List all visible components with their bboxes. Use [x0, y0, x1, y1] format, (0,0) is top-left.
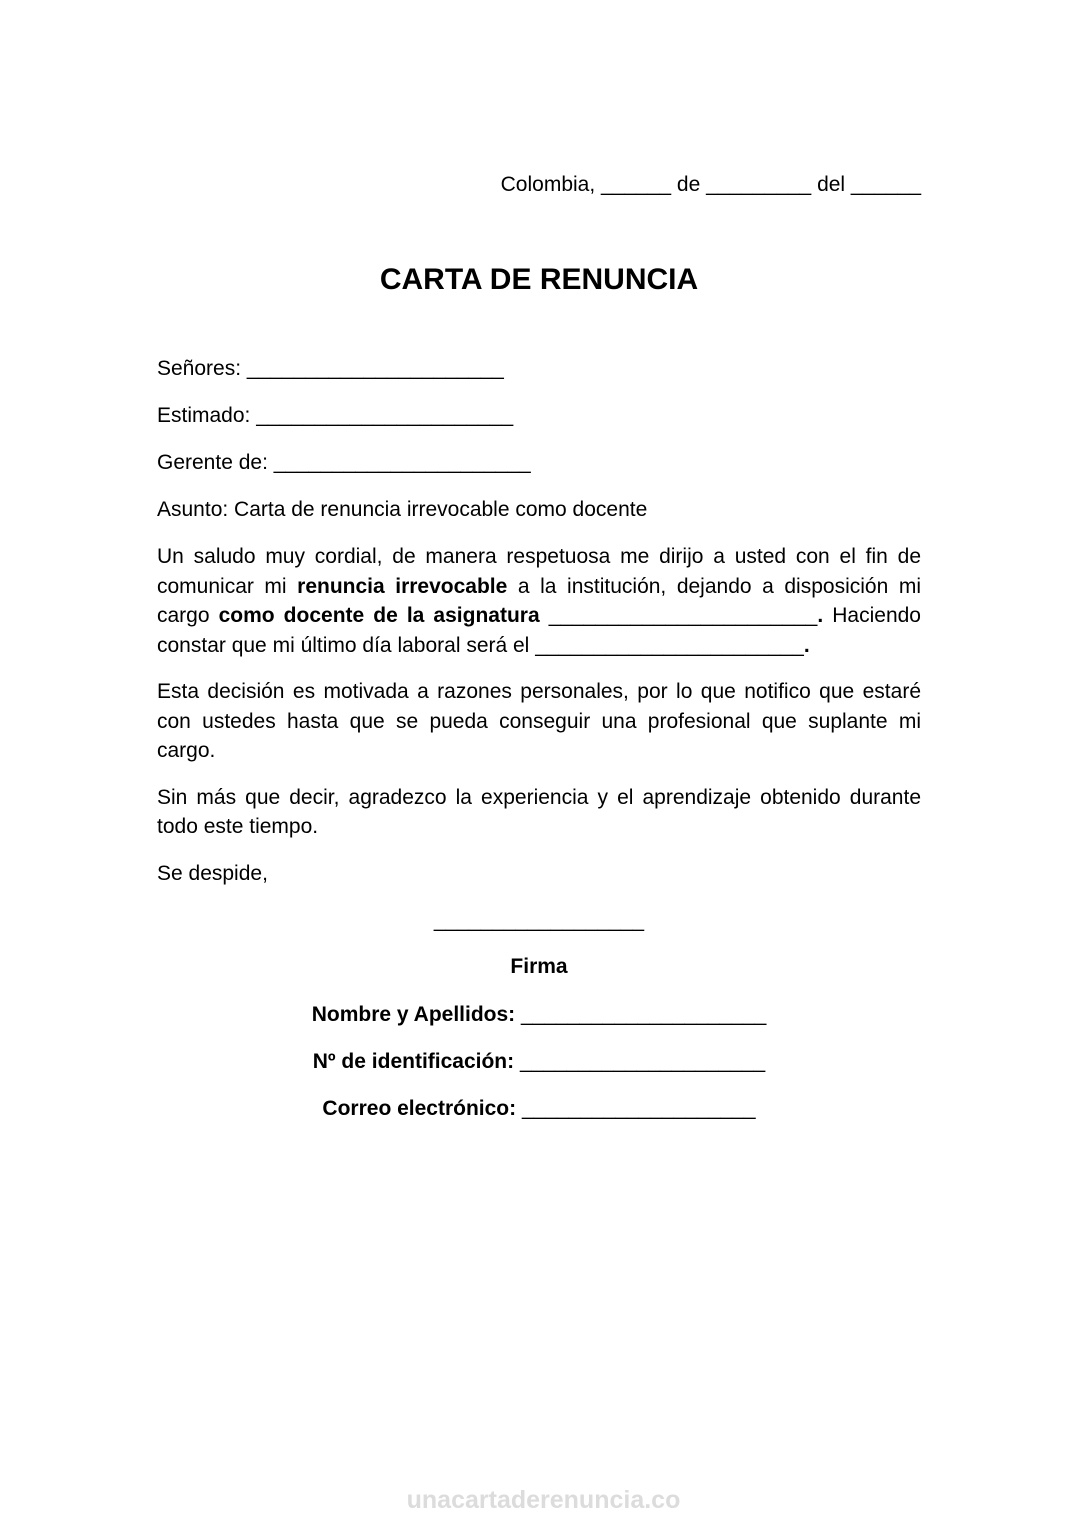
bold-period: .: [803, 633, 810, 657]
signature-field-blank: _____________________: [521, 1002, 767, 1026]
body-paragraph-3: Sin más que decir, agradezco la experiencia y el aprendizaje obtenido durante todo este tiempo.: [157, 785, 921, 838]
paragraph-text: a la institución, dejando a disposición mi cargo: [157, 574, 921, 627]
body-paragraph-2: Esta decisión es motivada a razones personales, por lo que notifico que estaré con ustedes hasta que se pueda conseguir una profesional que suplante mi cargo.: [157, 680, 921, 762]
date-line: Colombia, ______ de _________ del ______: [500, 173, 921, 196]
recipient-field-row: [157, 448, 921, 478]
closing-line: Se despide,: [157, 861, 268, 885]
paragraph-text: Haciendo constar que mi último día laboral será el: [157, 604, 921, 657]
signature-field-blank: ____________________: [521, 1096, 756, 1120]
site-watermark: unacartaderenuncia.co: [406, 1486, 681, 1514]
field-label: Gerente de:: [157, 451, 274, 474]
subject-line: Asunto: Carta de renuncia irrevocable como docente: [157, 498, 648, 521]
bold-period: .: [817, 604, 824, 627]
signature-field-row: [157, 1000, 921, 1030]
asignatura-blank: _______________________: [539, 604, 818, 627]
bold-phrase-renuncia-irrevocable: renuncia irrevocable: [297, 574, 508, 598]
field-blank: ______________________: [256, 404, 514, 427]
body-paragraph-1: [157, 542, 921, 660]
field-blank: ______________________: [246, 357, 504, 380]
field-label: Señores:: [157, 357, 247, 380]
field-blank: ______________________: [273, 451, 531, 474]
signature-field-blank: _____________________: [519, 1049, 766, 1073]
signature-line: __________________: [433, 908, 645, 932]
field-label: Estimado:: [157, 404, 257, 427]
recipient-block: [157, 354, 921, 525]
signature-field-label: Nombre y Apellidos:: [311, 1002, 521, 1026]
last-day-blank: _______________________: [535, 633, 804, 657]
letter-title: CARTA DE RENUNCIA: [379, 263, 699, 296]
signature-field-row: [157, 1094, 921, 1124]
bold-phrase-como-docente: como docente de la asignatura: [218, 604, 540, 627]
signature-field-row: [157, 1047, 921, 1077]
signature-field-label: Nº de identificación:: [312, 1049, 520, 1073]
signature-fields-block: [157, 1000, 921, 1124]
recipient-field-row: [157, 354, 921, 384]
signature-field-label: Correo electrónico:: [322, 1096, 522, 1120]
signature-caption: Firma: [510, 954, 568, 978]
recipient-field-row: [157, 401, 921, 431]
paragraph-text: Un saludo muy cordial, de manera respetuosa me dirijo a usted con el fin de comunicar mi: [157, 545, 921, 598]
